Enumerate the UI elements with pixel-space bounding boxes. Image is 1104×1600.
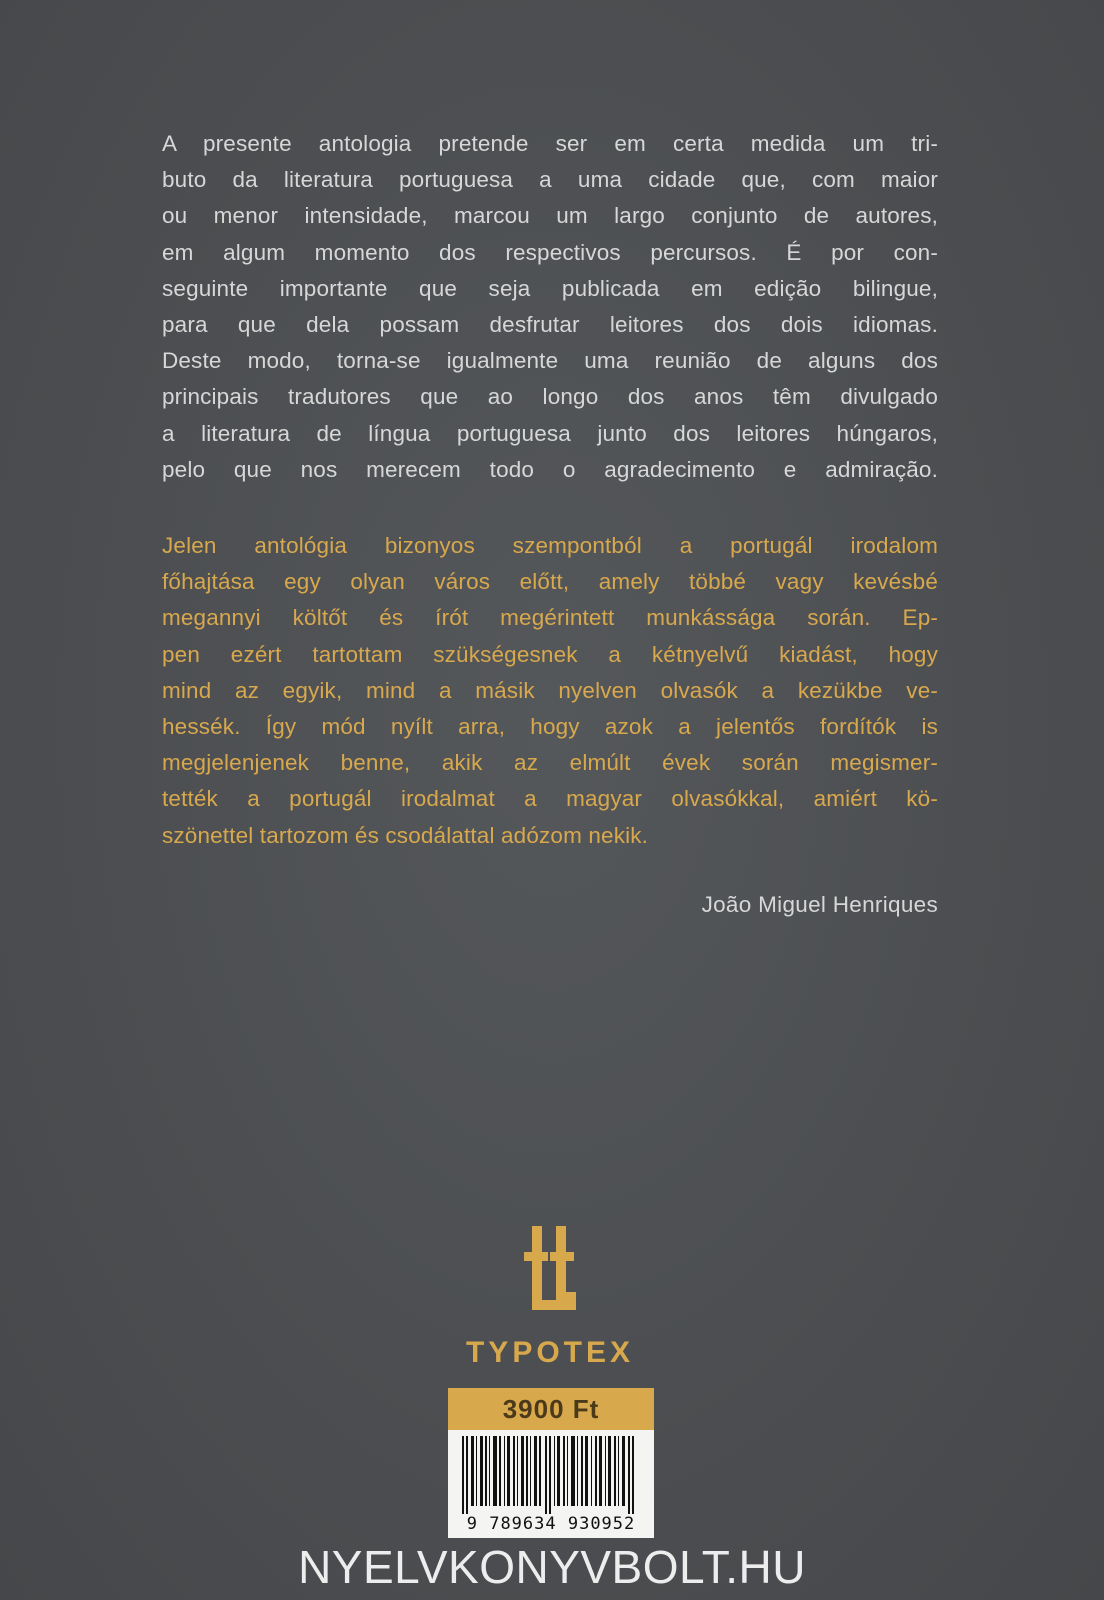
blurb-line: főhajtása egy olyan város előtt, amely többé vagy kevésbé — [162, 569, 938, 595]
blurb-line: principais tradutores que ao longo dos anos têm divulgado — [162, 384, 938, 410]
author-name: João Miguel Henriques — [701, 892, 938, 917]
barcode — [448, 1430, 654, 1538]
isbn-number: 9 789634 930952 — [466, 1514, 636, 1534]
blurb-line: Deste modo, torna-se igualmente uma reunião de alguns dos — [162, 348, 938, 374]
blurb-line: hessék. Így mód nyílt arra, hogy azok a jelentős fordítók is — [162, 714, 938, 740]
portuguese-blurb — [162, 126, 938, 488]
price-label: 3900 Ft — [448, 1388, 654, 1430]
blurb-line: ou menor intensidade, marcou um largo conjunto de autores, — [162, 203, 938, 229]
blurb-line: Jelen antológia bizonyos szempontból a portugál irodalom — [162, 533, 938, 558]
hungarian-blurb — [162, 528, 938, 854]
blurb-line: a literatura de língua portuguesa junto dos leitores húngaros, — [162, 420, 938, 446]
publisher-logo-icon — [524, 1226, 580, 1322]
blurb-line: megannyi költőt és írót megérintett munkássága során. Ep- — [162, 605, 938, 631]
watermark-text: NYELVKONYVBOLT.HU — [298, 1541, 806, 1593]
blurb-line: mind az egyik, mind a másik nyelven olvasók a kezükbe ve- — [162, 677, 938, 703]
blurb-line: szönettel tartozom és csodálattal adózom nekik. — [162, 822, 649, 848]
barcode-icon — [458, 1436, 644, 1514]
blurb-line: pelo que nos merecem todo o agradecimento e admiração. — [162, 456, 938, 482]
blurb-line: buto da literatura portuguesa a uma cidade que, com maior — [162, 167, 938, 193]
blurb-line: seguinte importante que seja publicada em edição bilingue, — [162, 275, 938, 301]
blurb-line: A presente antologia pretende ser em certa medida um tri- — [162, 131, 938, 156]
blurb-line: pen ezért tartottam szükségesnek a kétnyelvű kiadást, hogy — [162, 641, 938, 667]
publisher-name: TYPOTEX — [465, 1336, 635, 1369]
blurb-line: megjelenjenek benne, akik az elmúlt évek során megismer- — [162, 750, 938, 776]
blurb-line: em algum momento dos respectivos percursos. É por con- — [162, 239, 938, 265]
blurb-line: tették a portugál irodalmat a magyar olvasókkal, amiért kö- — [162, 786, 938, 812]
blurb-line: para que dela possam desfrutar leitores dos dois idiomas. — [162, 312, 938, 338]
